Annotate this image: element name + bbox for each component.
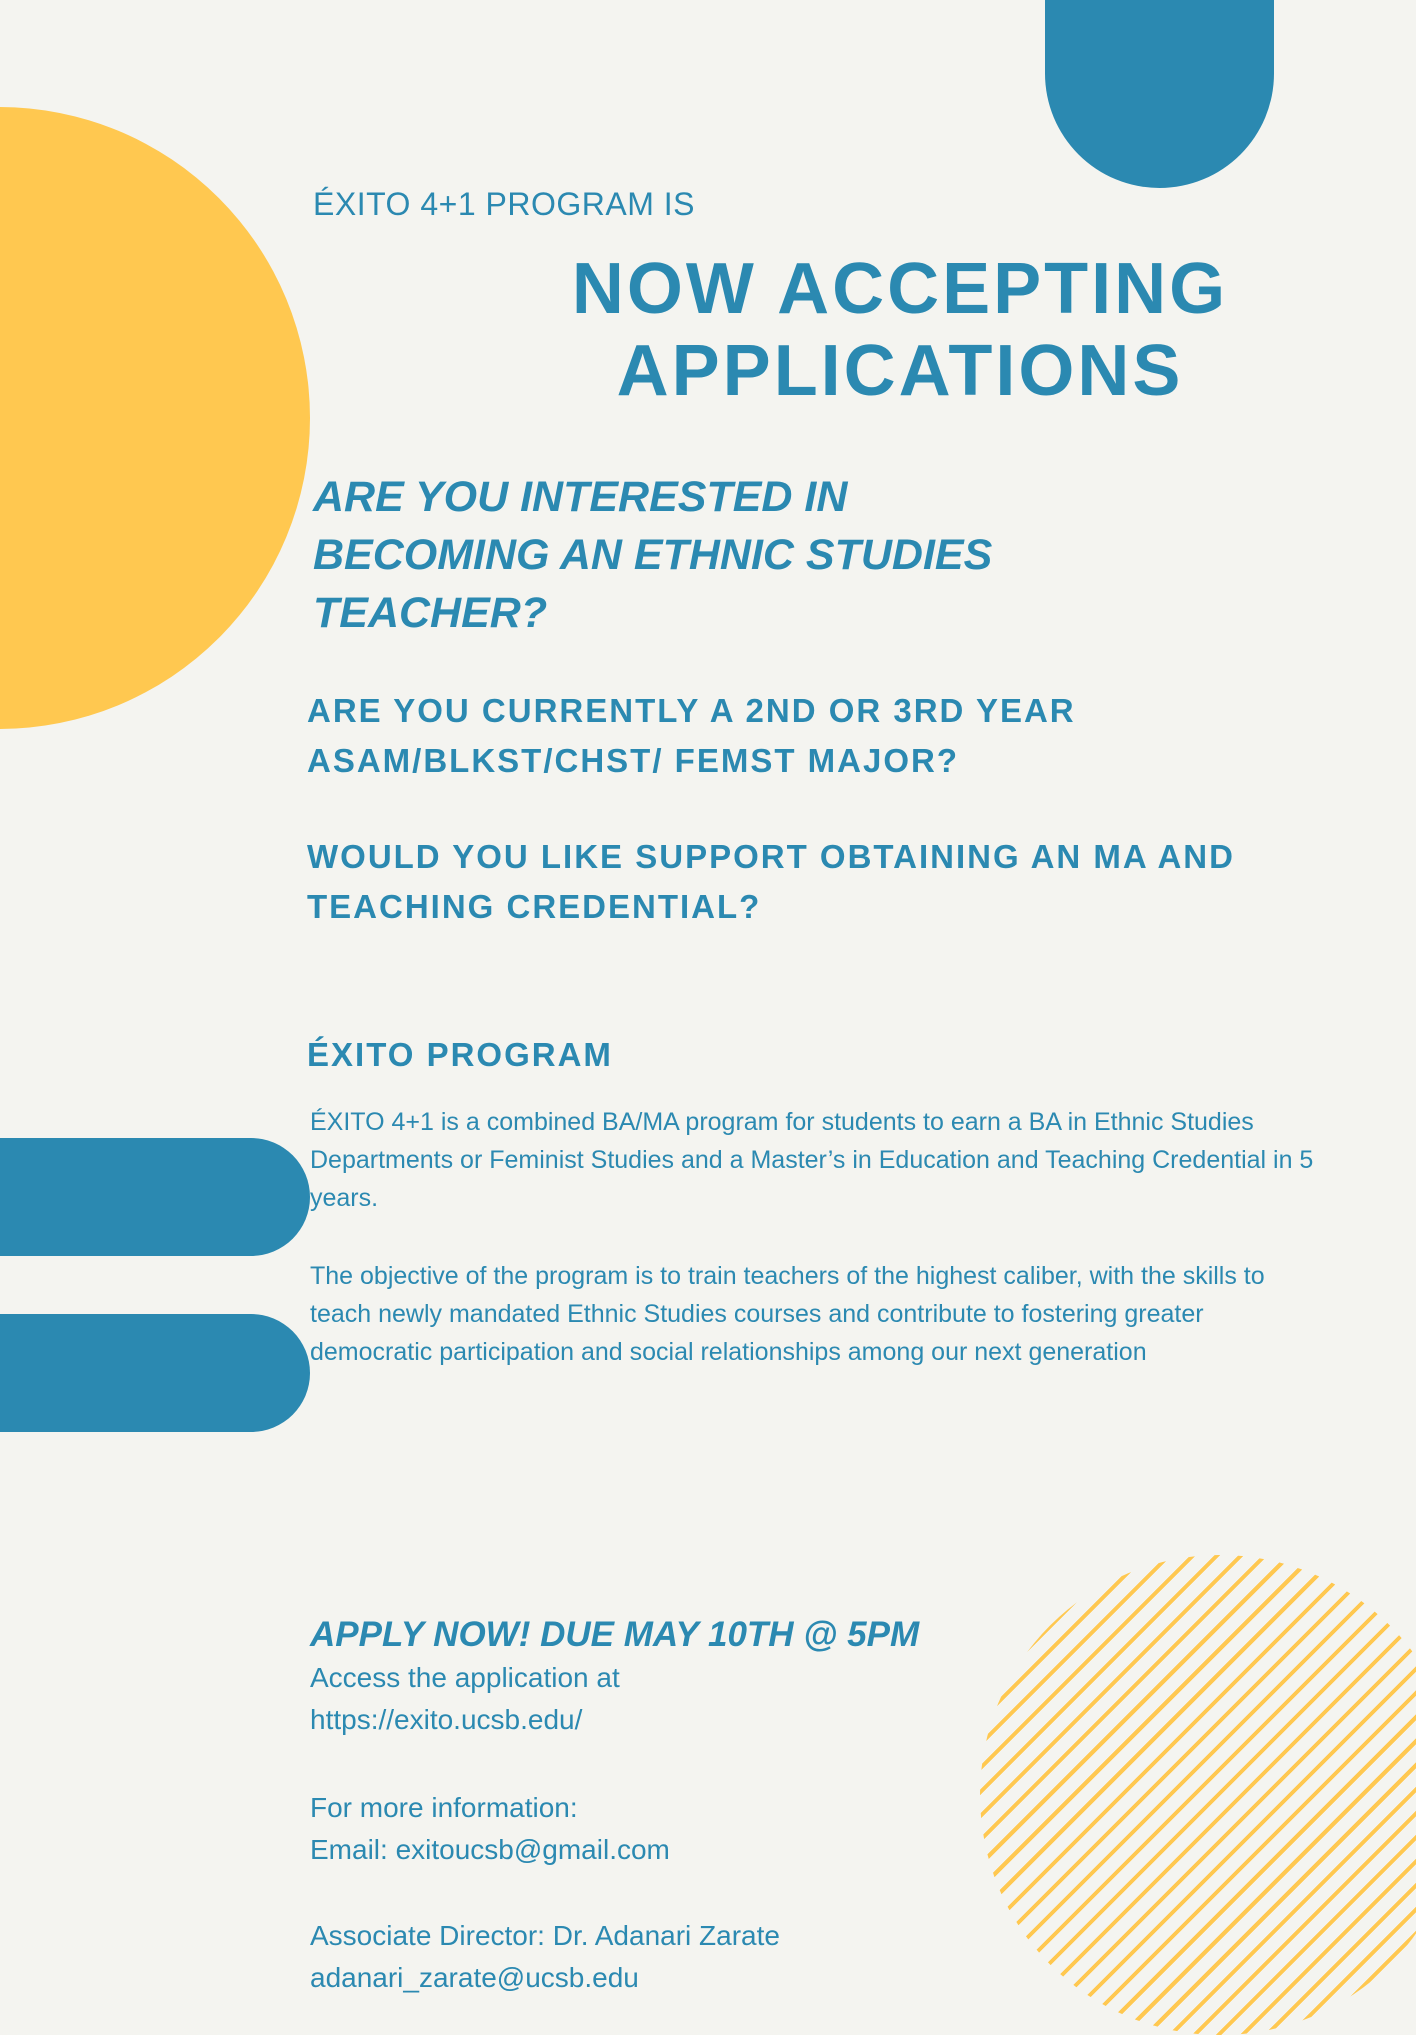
contact-info [310, 1787, 1010, 1871]
contact-email[interactable]: Email: exitoucsb@gmail.com [310, 1834, 670, 1865]
question-major-line-1: ARE YOU CURRENTLY A 2ND OR 3RD YEAR [307, 692, 1076, 729]
more-info-label: For more information: [310, 1792, 578, 1823]
decorative-yellow-circle [0, 107, 310, 729]
question-major [307, 686, 1357, 786]
decorative-blue-tab [1045, 0, 1274, 188]
access-text: Access the application at [310, 1662, 620, 1693]
apply-heading: APPLY NOW! DUE MAY 10TH @ 5PM [310, 1615, 920, 1654]
director-email[interactable]: adanari_zarate@ucsb.edu [310, 1962, 639, 1993]
application-link[interactable]: https://exito.ucsb.edu/ [310, 1704, 583, 1735]
main-question-line-2: BECOMING AN ETHNIC STUDIES [313, 531, 993, 579]
page-headline [520, 248, 1280, 412]
director-name: Associate Director: Dr. Adanari Zarate [310, 1920, 780, 1951]
director-info [310, 1915, 1010, 1999]
application-access [310, 1657, 1010, 1741]
program-title: ÉXITO PROGRAM [307, 1036, 613, 1073]
decorative-blue-pill-top [0, 1138, 310, 1256]
question-support-line-1: WOULD YOU LIKE SUPPORT OBTAINING AN MA AND [307, 838, 1235, 875]
program-objective: The objective of the program is to train teachers of the highest caliber, with the skills to teach newly mandated Ethnic Studies courses and contribute to fostering greater democratic participation and social relationships among our next generation [310, 1262, 1265, 1366]
decorative-striped-circle [980, 1555, 1416, 2035]
question-major-line-2: ASAM/BLKST/CHST/ FEMST MAJOR? [307, 742, 959, 779]
main-question-line-1: ARE YOU INTERESTED IN [313, 473, 848, 521]
intro-line: ÉXITO 4+1 PROGRAM IS [313, 186, 695, 222]
headline-line-1: NOW ACCEPTING [571, 249, 1229, 329]
question-support [307, 832, 1357, 932]
headline-line-2: APPLICATIONS [616, 331, 1184, 411]
main-question-line-3: TEACHER? [313, 589, 548, 637]
question-support-line-2: TEACHING CREDENTIAL? [307, 888, 762, 925]
program-description: ÉXITO 4+1 is a combined BA/MA program for students to earn a BA in Ethnic Studies Departments or Feminist Studies and a Master’s in Education and Teaching Credential in 5 years. [310, 1108, 1314, 1212]
main-question [313, 468, 1133, 642]
decorative-blue-pill-bottom [0, 1314, 310, 1432]
